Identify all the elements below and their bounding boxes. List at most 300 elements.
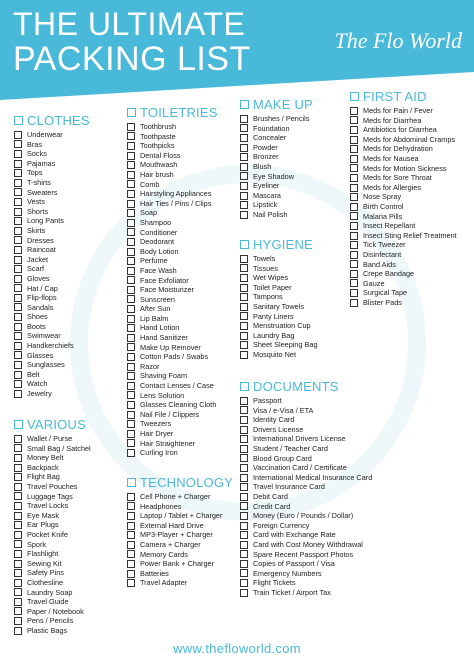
checkbox[interactable] [240,493,248,501]
checklist-item-label: Hair Dryer [140,429,174,438]
checkbox[interactable] [240,351,248,359]
checkbox[interactable] [127,334,135,342]
checklist-item [14,149,90,159]
checkbox[interactable] [240,502,248,510]
checkbox[interactable] [350,241,358,249]
checklist-item-label: Tweezers [140,419,172,429]
checkbox[interactable] [240,322,248,330]
checklist-item-label: Sandals [27,302,54,312]
checkbox[interactable] [14,227,22,235]
checklist-item-label: Flight Tickets [253,578,296,588]
checkbox[interactable] [240,589,248,597]
checklist-item-label: Make Up Remover [140,342,201,352]
checkbox[interactable] [240,284,248,292]
item-list [127,492,233,588]
checkbox[interactable] [127,420,135,428]
item-list [127,122,218,458]
checkbox[interactable] [127,180,135,188]
checklist-item-label: Belt [27,369,40,379]
checkbox[interactable] [127,161,135,169]
section-checkbox-icon [240,382,249,391]
checkbox[interactable] [127,305,135,313]
checkbox[interactable] [14,579,22,587]
checklist-item-label: Wallet / Purse [27,434,73,443]
checkbox[interactable] [14,188,22,196]
checklist-item-label: Hair Straightener [140,438,196,448]
checkbox[interactable] [14,598,22,606]
checklist-item-label: Train Ticket / Airport Tax [253,587,331,597]
checkbox[interactable] [127,343,135,351]
item-list [240,254,318,360]
checkbox[interactable] [14,569,22,577]
checkbox[interactable] [14,521,22,529]
checkbox[interactable] [350,107,358,115]
checklist-item-label: Face Moisturizer [140,285,194,295]
checklist-item [240,415,372,425]
checkbox[interactable] [14,588,22,596]
checklist-item [14,472,91,482]
checkbox[interactable] [240,426,248,434]
checkbox[interactable] [350,251,358,259]
checkbox[interactable] [14,265,22,273]
checkbox[interactable] [14,512,22,520]
checkbox[interactable] [127,190,135,198]
checklist-item-label: Blister Pads [363,297,402,307]
checklist-item [127,492,233,502]
checkbox[interactable] [14,179,22,187]
title-line-1: THE ULTIMATE [13,6,246,42]
checkbox[interactable] [240,144,248,152]
item-list [240,114,313,220]
checkbox[interactable] [240,303,248,311]
section-checkbox-icon [127,108,136,117]
checklist-item-label: External Hard Drive [140,520,204,530]
checkbox[interactable] [240,201,248,209]
checkbox[interactable] [14,464,22,472]
checkbox[interactable] [240,255,248,263]
checklist-item-label: Soap [140,208,158,218]
checklist-item [14,568,91,578]
section-checkbox-icon [240,100,249,109]
checkbox[interactable] [240,454,248,462]
checkbox[interactable] [127,171,135,179]
checkbox[interactable] [127,502,135,510]
checkbox[interactable] [240,182,248,190]
checkbox[interactable] [350,184,358,192]
checklist-item-label: Glasses Cleaning Cloth [140,400,217,410]
checkbox[interactable] [14,323,22,331]
section-toiletries [127,104,218,458]
checklist-item-label: Glasses [27,350,54,360]
checkbox[interactable] [240,211,248,219]
checkbox[interactable] [14,454,22,462]
checkbox[interactable] [127,531,135,539]
section-makeup [240,96,313,220]
checkbox[interactable] [350,279,358,287]
checkbox[interactable] [240,163,248,171]
checkbox[interactable] [14,607,22,615]
checkbox[interactable] [240,560,248,568]
checklist-item [127,362,218,372]
checklist-item [127,391,218,401]
checkbox[interactable] [127,200,135,208]
checklist-item [240,588,372,598]
checkbox[interactable] [14,361,22,369]
checkbox[interactable] [14,246,22,254]
checkbox[interactable] [127,391,135,399]
checkbox[interactable] [127,570,135,578]
checklist-item [127,122,218,132]
checkbox[interactable] [350,174,358,182]
checklist-item [14,530,91,540]
section-title: FIRST AID [363,88,427,104]
checklist-item-label: Menstruation Cup [253,321,311,331]
checklist-item [14,130,90,140]
checklist-item-label: Eye Shadow [253,171,294,181]
checkbox[interactable] [127,363,135,371]
checklist-item [14,578,91,588]
checklist-item-label: Student / Teacher Card [253,443,328,453]
item-list [14,434,91,635]
checkbox[interactable] [240,406,248,414]
checklist-item [14,520,91,530]
checklist-item-label: Meds for Allergies [363,182,421,192]
checkbox[interactable] [14,473,22,481]
checkbox[interactable] [127,493,135,501]
checklist-item [240,312,318,322]
checklist-item-label: Nail Polish [253,209,288,219]
checkbox[interactable] [127,541,135,549]
checkbox[interactable] [240,134,248,142]
checklist-item [14,492,91,502]
checkbox[interactable] [240,579,248,587]
checkbox[interactable] [14,160,22,168]
checklist-item-label: Perfume [140,256,168,266]
checklist-item-label: Lip Balm [140,313,169,323]
checkbox[interactable] [240,541,248,549]
checklist-item [127,381,218,391]
checkbox[interactable] [240,550,248,558]
checkbox[interactable] [14,131,22,139]
checkbox[interactable] [14,492,22,500]
checkbox[interactable] [240,397,248,405]
checkbox[interactable] [14,198,22,206]
checkbox[interactable] [14,371,22,379]
checkbox[interactable] [127,276,135,284]
checkbox[interactable] [240,172,248,180]
checklist-item [350,250,457,260]
checkbox[interactable] [127,560,135,568]
checkbox[interactable] [14,435,22,443]
checkbox[interactable] [350,203,358,211]
checkbox[interactable] [127,152,135,160]
checklist-item [240,254,318,264]
section-hygiene [240,236,318,360]
checkbox[interactable] [240,464,248,472]
checkbox[interactable] [240,274,248,282]
checkbox[interactable] [14,560,22,568]
checkbox[interactable] [14,256,22,264]
checkbox[interactable] [127,219,135,227]
checklist-item [14,501,91,511]
section-clothes [14,112,90,399]
checkbox[interactable] [350,260,358,268]
checkbox[interactable] [127,228,135,236]
checklist-item-label: Blood Group Card [253,453,312,463]
checklist-item-label: Boots [27,321,46,331]
checklist-item [14,207,90,217]
checklist-item-label: Shoes [27,312,48,322]
section-title: TECHNOLOGY [140,474,234,490]
checklist-item-label: Sweaters [27,187,58,197]
checklist-item-label: Meds for Sore Throat [363,173,432,183]
checklist-item [14,312,90,322]
checkbox[interactable] [14,236,22,244]
checklist-item-label: Money Belt [27,453,64,463]
checkbox[interactable] [127,209,135,217]
checklist-item-label: Sunglasses [27,360,65,370]
checkbox[interactable] [240,124,248,132]
checklist-item [240,143,313,153]
checkbox[interactable] [127,248,135,256]
checkbox[interactable] [240,512,248,520]
checklist-item-label: Gloves [27,273,50,283]
checklist-item-label: Insect Sting Relief Treatment [363,230,457,240]
checklist-item [14,274,90,284]
checklist-item-label: Towels [253,254,276,263]
checklist-item [127,569,233,579]
checkbox[interactable] [350,270,358,278]
checkbox[interactable] [240,293,248,301]
checklist-item [350,269,457,279]
checkbox[interactable] [350,136,358,144]
checklist-item [14,434,91,444]
checklist-item [127,295,218,305]
item-list [240,396,372,597]
checkbox[interactable] [127,132,135,140]
checkbox[interactable] [127,512,135,520]
checklist-item-label: Conditioner [140,227,178,237]
checkbox[interactable] [14,444,22,452]
checkbox[interactable] [127,267,135,275]
checkbox[interactable] [350,145,358,153]
checklist-item-label: Laundry Bag [253,330,295,340]
checklist-item [127,141,218,151]
checklist-item-label: Foundation [253,123,290,133]
checklist-item [14,597,91,607]
checklist-item [127,429,218,439]
checkbox[interactable] [14,502,22,510]
checklist-item [127,410,218,420]
checkbox[interactable] [240,445,248,453]
checkbox[interactable] [14,342,22,350]
checklist-item [127,540,233,550]
checklist-item [127,256,218,266]
checkbox[interactable] [127,372,135,380]
checklist-item [350,288,457,298]
checkbox[interactable] [14,208,22,216]
checkbox[interactable] [240,416,248,424]
checklist-item-label: Shorts [27,206,49,216]
checkbox[interactable] [350,212,358,220]
checklist-item-label: Crepe Bandage [363,269,415,279]
checkbox[interactable] [350,126,358,134]
checklist-item [350,202,457,212]
checkbox[interactable] [14,332,22,340]
checklist-item [240,321,318,331]
checklist-item-label: Hair Ties / Pins / Clips [140,198,212,208]
checklist-item [127,180,218,190]
checklist-item [127,511,233,521]
checkbox[interactable] [240,531,248,539]
checkbox[interactable] [127,353,135,361]
checkbox[interactable] [127,430,135,438]
checklist-item [14,236,90,246]
checkbox[interactable] [14,550,22,558]
checklist-item-label: Face Wash [140,265,177,275]
checkbox[interactable] [350,164,358,172]
checkbox[interactable] [127,579,135,587]
checkbox[interactable] [127,522,135,530]
section-various [14,416,91,635]
checkbox[interactable] [127,550,135,558]
checklist-item [127,276,218,286]
checklist-item [14,379,90,389]
checkbox[interactable] [240,115,248,123]
checklist-item [350,221,457,231]
checkbox[interactable] [127,123,135,131]
checkbox[interactable] [14,627,22,635]
checklist-item-label: MP3-Player + Charger [140,530,213,540]
checklist-item-label: Contact Lenses / Case [140,381,214,391]
checklist-item-label: Spare Recent Passport Photos [253,549,354,559]
checkbox[interactable] [127,238,135,246]
checklist-item-label: Drivers License [253,424,304,434]
checkbox[interactable] [14,531,22,539]
checklist-item [240,444,372,454]
checkbox[interactable] [14,380,22,388]
checklist-item-label: Dental Floss [140,150,181,160]
checklist-item-label: Vests [27,197,45,207]
checklist-item [240,425,372,435]
checklist-item [240,162,313,172]
checklist-item-label: Travel Locks [27,501,69,511]
checkbox[interactable] [127,324,135,332]
checklist-item [127,285,218,295]
checkbox[interactable] [240,483,248,491]
checkbox[interactable] [240,474,248,482]
checkbox[interactable] [127,449,135,457]
checklist-item [14,511,91,521]
checklist-item [240,292,318,302]
checkbox[interactable] [14,275,22,283]
checkbox[interactable] [14,390,22,398]
footer-url[interactable]: www.thefloworld.com [173,641,301,656]
checkbox[interactable] [240,153,248,161]
checklist-item [240,473,372,483]
checklist-item [14,341,90,351]
checkbox[interactable] [240,312,248,320]
checklist-item [127,439,218,449]
checkbox[interactable] [350,299,358,307]
checklist-item-label: Travel Insurance Card [253,482,325,492]
checklist-item [127,151,218,161]
checkbox[interactable] [14,483,22,491]
checkbox[interactable] [240,264,248,272]
checklist-item [14,245,90,255]
checkbox[interactable] [14,150,22,158]
checkbox[interactable] [14,217,22,225]
checkbox[interactable] [127,142,135,150]
checklist-item [240,434,372,444]
checkbox[interactable] [127,257,135,265]
checkbox[interactable] [240,341,248,349]
checklist-item-label: Card with Cost Money Withdrawal [253,539,363,549]
checkbox[interactable] [14,617,22,625]
checkbox[interactable] [240,332,248,340]
checklist-item [240,331,318,341]
checklist-item-label: Surgical Tape [363,288,408,298]
checklist-item-label: Laptop / Tablet + Charger [140,511,223,521]
checklist-item-label: Shaving Foam [140,371,188,381]
checkbox[interactable] [240,569,248,577]
checkbox[interactable] [14,351,22,359]
section-title: DOCUMENTS [253,378,339,394]
checkbox[interactable] [127,382,135,390]
checkbox[interactable] [350,222,358,230]
checkbox[interactable] [14,294,22,302]
checkbox[interactable] [14,313,22,321]
checklist-item [14,264,90,274]
checkbox[interactable] [350,116,358,124]
checklist-item [240,350,318,360]
checklist-item [127,228,218,238]
checkbox[interactable] [14,169,22,177]
checklist-item-label: Meds for Dehydration [363,144,433,154]
checklist-item-label: Foreign Currency [253,520,310,530]
checklist-item [127,448,218,458]
checkbox[interactable] [127,411,135,419]
checklist-item [127,247,218,257]
checkbox[interactable] [350,155,358,163]
checkbox[interactable] [127,286,135,294]
checkbox[interactable] [14,140,22,148]
checkbox[interactable] [127,439,135,447]
checkbox[interactable] [14,303,22,311]
checkbox[interactable] [127,401,135,409]
checklist-item [14,331,90,341]
checklist-item-label: T-shirts [27,177,51,187]
checklist-item [127,170,218,180]
checkbox[interactable] [350,193,358,201]
checkbox[interactable] [350,232,358,240]
checkbox[interactable] [14,540,22,548]
logo: The Flo World [334,28,462,53]
checklist-item-label: Hand Sanitizer [140,333,188,343]
checkbox[interactable] [14,284,22,292]
checklist-item-label: Underwear [27,130,63,139]
checkbox[interactable] [240,192,248,200]
checklist-item [350,298,457,308]
checkbox[interactable] [127,295,135,303]
checkbox[interactable] [350,289,358,297]
checklist-item [14,482,91,492]
checkbox[interactable] [240,435,248,443]
checklist-item [240,396,372,406]
checkbox[interactable] [240,522,248,530]
checklist-item-label: Small Bag / Satchel [27,443,91,453]
checkbox[interactable] [127,315,135,323]
